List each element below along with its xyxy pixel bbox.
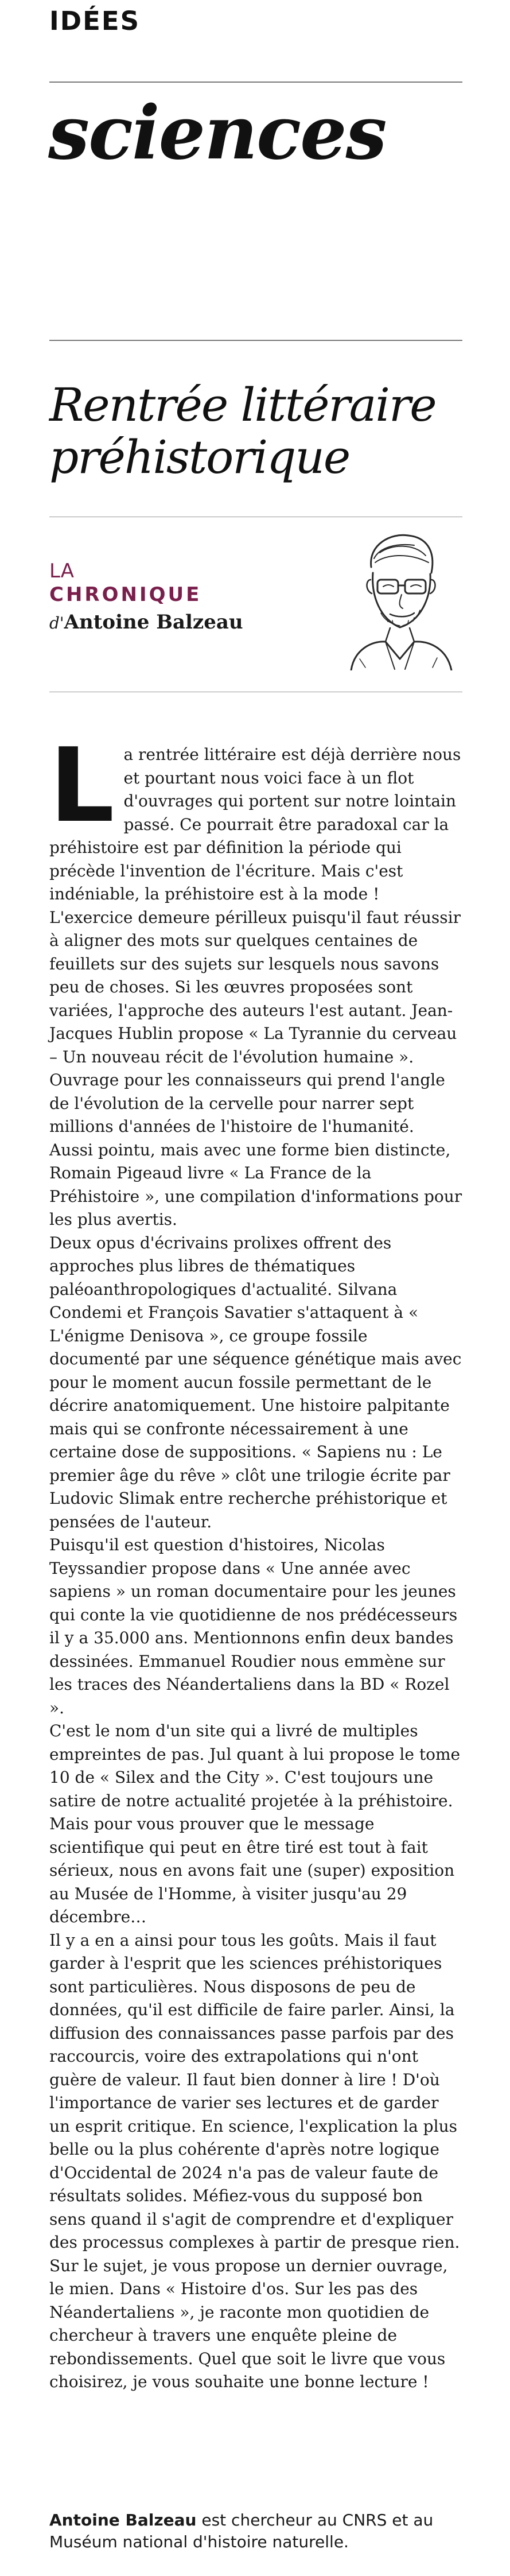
chronicle-word: CHRONIQUE (49, 583, 202, 606)
author-portrait-illustration (340, 527, 460, 670)
section-divider (49, 340, 462, 341)
header-divider (49, 82, 462, 83)
paragraph: L'exercice demeure périlleux puisqu'il faut réussir à aligner des mots sur quelques centaines de feuillets sur des sujets sur lesquels nous savons peu de choses. Si les œuvres proposées sont variées, l'approche des auteurs l'est autant. Jean-Jacques Hublin propose « La Tyrannie du cerveau – Un nouveau récit de l'évolution humaine ». Ouvrage pour les connaisseurs qui prend l'angle de l'évolution de la cervelle pour narrer sept millions d'années de l'histoire de l'humanité. Aussi pointu, mais avec une forme bien distincte, Romain Pigeaud livre « La France de la Préhistoire », une compilation d'informations pour les plus avertis. (49, 907, 462, 1229)
drop-cap: L (49, 726, 115, 845)
section-title: sciences (48, 90, 386, 176)
byline (49, 610, 243, 635)
paragraph (49, 726, 462, 906)
paragraph: C'est le nom d'un site qui a livré de multiples empreintes de pas. Jul quant à lui propose le tome 10 de « Silex and the City ». C'est toujours une satire de notre actualité projetée à la préhistoire. Mais pour vous prouver que le message scientifique qui peut en être tiré est tout à fait sérieux, nous en avons fait une (super) exposition au Musée de l'Homme, à visiter jusqu'au 29 décembre… (49, 1721, 461, 1926)
paragraph: Puisqu'il est question d'histoires, Nicolas Teyssandier propose dans « Une année avec sapiens » un roman documentaire pour les jeunes qui conte la vie quotidienne de nos prédécesseurs il y a 35.000 ans. Mentionnons enfin deux bandes dessinées. Emmanuel Roudier nous emmène sur les traces des Néandertaliens dans la BD « Rozel ». (49, 1535, 458, 1717)
rubric-label: IDÉES (49, 6, 140, 36)
chronicle-la: LA (49, 560, 74, 583)
author-note (49, 2509, 462, 2553)
byline-author: Antoine Balzeau (64, 611, 243, 634)
paragraph: Il y a en a ainsi pour tous les goûts. Mais il faut garder à l'esprit que les sciences préhistoriques sont particulières. Nous disposons de peu de données, qu'il est difficile de faire parler. Ainsi, la diffusion des connaissances passe parfois par des raccourcis, voire des extrapolations qui n'ont guère de valeur. Il faut bien donner à lire ! D'où l'importance de varier ses lectures et de garder un esprit critique. En science, l'explication la plus belle ou la plus cohérente d'après notre logique d'Occidental de 2024 n'a pas de valeur faute de résultats solides. Méfiez-vous du supposé bon sens quand il s'agit de comprendre et d'expliquer des processus complexes à partir de presque rien. Sur le sujet, je vous propose un dernier ouvrage, le mien. Dans « Histoire d'os. Sur les pas des Néandertaliens », je raconte mon quotidien de chercheur à travers une enquête pleine de rebondissements. Quel que soit le livre que vous choisirez, je vous souhaite une bonne lecture ! (49, 1930, 460, 2391)
author-note-name: Antoine Balzeau (49, 2511, 197, 2530)
paragraph-text: a rentrée littéraire est déjà derrière nous et pourtant nous voici face à un flot d'ouvrages qui portent sur notre lointain passé. Ce pourrait être paradoxal car la préhistoire est par définition la période qui précède l'invention de l'écriture. Mais c'est indéniable, la préhistoire est à la mode ! (49, 745, 461, 903)
byline-prefix: d' (49, 614, 64, 633)
author-note-text: est chercheur au CNRS et au Muséum national d'histoire naturelle. (49, 2511, 434, 2551)
article-headline: Rentrée littéraire préhistorique (49, 378, 436, 484)
chronicle-label (49, 560, 243, 635)
article-body (49, 726, 462, 2394)
paragraph: Deux opus d'écrivains prolixes offrent des approches plus libres de thématiques paléoanthropologiques d'actualité. Silvana Condemi et François Savatier s'attaquent à « L'énigme Denisova », ce groupe fossile documenté par une séquence génétique mais avec pour le moment aucun fossile permettant de le décrire anatomiquement. Une histoire palpitante mais qui se confronte nécessairement à une certaine dose de suppositions. « Sapiens nu : Le premier âge du rêve » clôt une trilogie écrite par Ludovic Slimak entre recherche préhistorique et pensées de l'auteur. (49, 1233, 462, 1531)
